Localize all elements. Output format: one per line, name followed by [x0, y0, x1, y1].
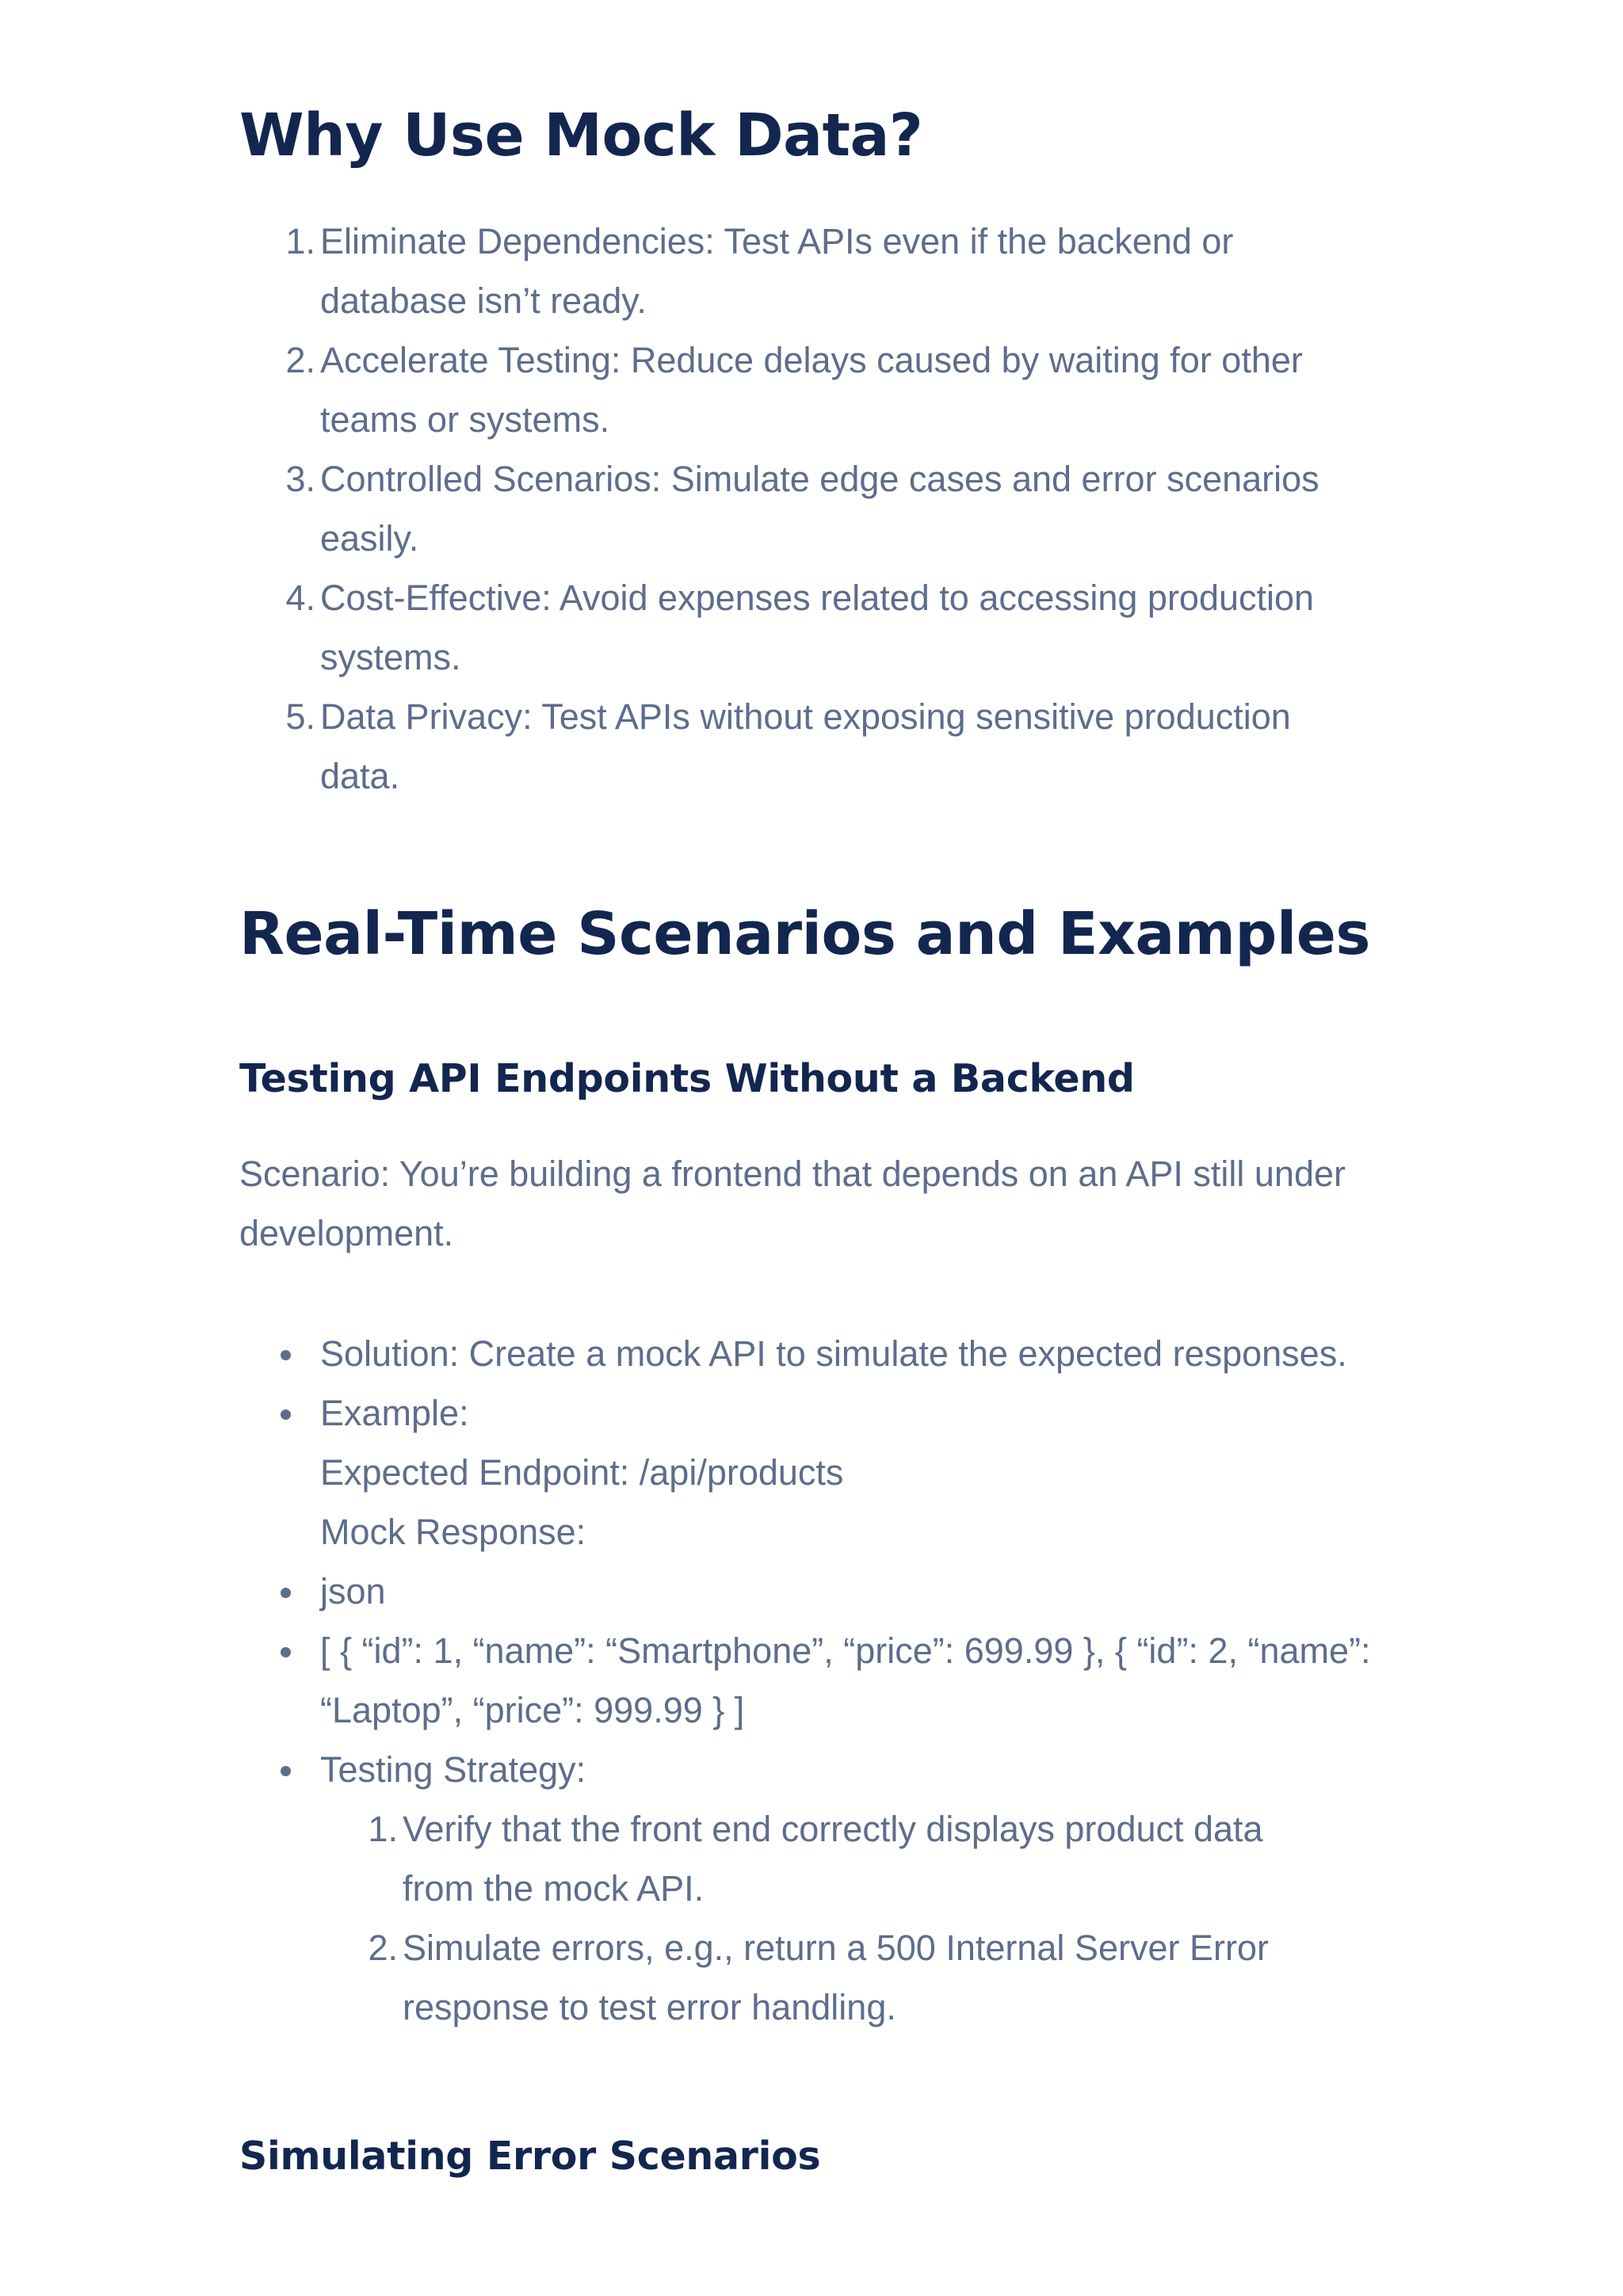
json-text: “Laptop”, “price”: 999.99 } ] [320, 1690, 745, 1730]
list-item-text: Eliminate Dependencies: Test APIs even if the backend or [320, 221, 1234, 261]
bullet-text: json [320, 1571, 386, 1611]
bullet-dot-icon [281, 1647, 291, 1657]
list-item-number: 3. [285, 459, 315, 499]
strategy-step [368, 1918, 1409, 2037]
list-item-text: systems. [320, 637, 461, 677]
list-item-text: Controlled Scenarios: Simulate edge cases and error scenarios [320, 459, 1319, 499]
list-item-text: Data Privacy: Test APIs without exposing sensitive production [320, 696, 1291, 737]
list-item-number: 1. [285, 221, 315, 261]
subsection-heading-testing-endpoints: Testing API Endpoints Without a Backend [239, 1056, 1135, 1101]
endpoint-text: Expected Endpoint: /api/products [320, 1452, 844, 1493]
bullet-item-solution [320, 1324, 1445, 1383]
list-item-number: 5. [285, 696, 315, 737]
bullet-dot-icon [281, 1350, 291, 1360]
mock-response-label: Mock Response: [320, 1512, 586, 1552]
step-number: 2. [368, 1928, 398, 1968]
list-item-text: teams or systems. [320, 399, 610, 440]
step-text: Verify that the front end correctly displays product data [403, 1809, 1263, 1849]
bullet-dot-icon [281, 1409, 291, 1420]
step-text: from the mock API. [403, 1868, 705, 1909]
list-item-text: Accelerate Testing: Reduce delays caused by waiting for other [320, 340, 1303, 380]
list-item [285, 568, 1430, 687]
list-item-text: data. [320, 756, 400, 796]
bullet-dot-icon [281, 1588, 291, 1598]
bullet-item-example [320, 1383, 1445, 1562]
bullet-text: Testing Strategy: [320, 1749, 586, 1790]
solution-bullet-list [320, 1324, 1445, 2037]
bullet-text: Example: [320, 1393, 469, 1433]
bullet-text: Solution: Create a mock API to simulate the expected responses. [320, 1333, 1347, 1374]
section-heading-real-time-scenarios: Real-Time Scenarios and Examples [239, 900, 1370, 968]
list-item-number: 2. [285, 340, 315, 380]
section-heading-why-mock-data: Why Use Mock Data? [239, 101, 923, 170]
bullet-item-strategy [320, 1740, 1445, 2037]
step-text: response to test error handling. [403, 1987, 896, 2027]
subsection-heading-error-scenarios: Simulating Error Scenarios [239, 2134, 821, 2179]
list-item-text: Cost-Effective: Avoid expenses related to accessing production [320, 578, 1315, 618]
strategy-steps-list [368, 1799, 1409, 2037]
list-item [285, 212, 1430, 330]
why-mock-data-list [285, 212, 1430, 806]
bullet-dot-icon [281, 1766, 291, 1776]
step-text: Simulate errors, e.g., return a 500 Internal Server Error [403, 1928, 1269, 1968]
step-number: 1. [368, 1809, 398, 1849]
json-text: [ { “id”: 1, “name”: “Smartphone”, “price”: 699.99 }, { “id”: 2, “name”: [320, 1630, 1371, 1671]
list-item-text: easily. [320, 518, 419, 559]
list-item [285, 687, 1430, 806]
list-item [285, 330, 1430, 449]
bullet-item-json-body [320, 1621, 1445, 1740]
list-item-number: 4. [285, 578, 315, 618]
strategy-step [368, 1799, 1409, 1918]
scenario-text: Scenario: You’re building a frontend that depends on an API still under [239, 1154, 1346, 1194]
scenario-paragraph [239, 1144, 1444, 1263]
bullet-item-json [320, 1562, 1445, 1621]
scenario-text: development. [239, 1213, 454, 1253]
list-item [285, 449, 1430, 568]
list-item-text: database isn’t ready. [320, 280, 647, 321]
